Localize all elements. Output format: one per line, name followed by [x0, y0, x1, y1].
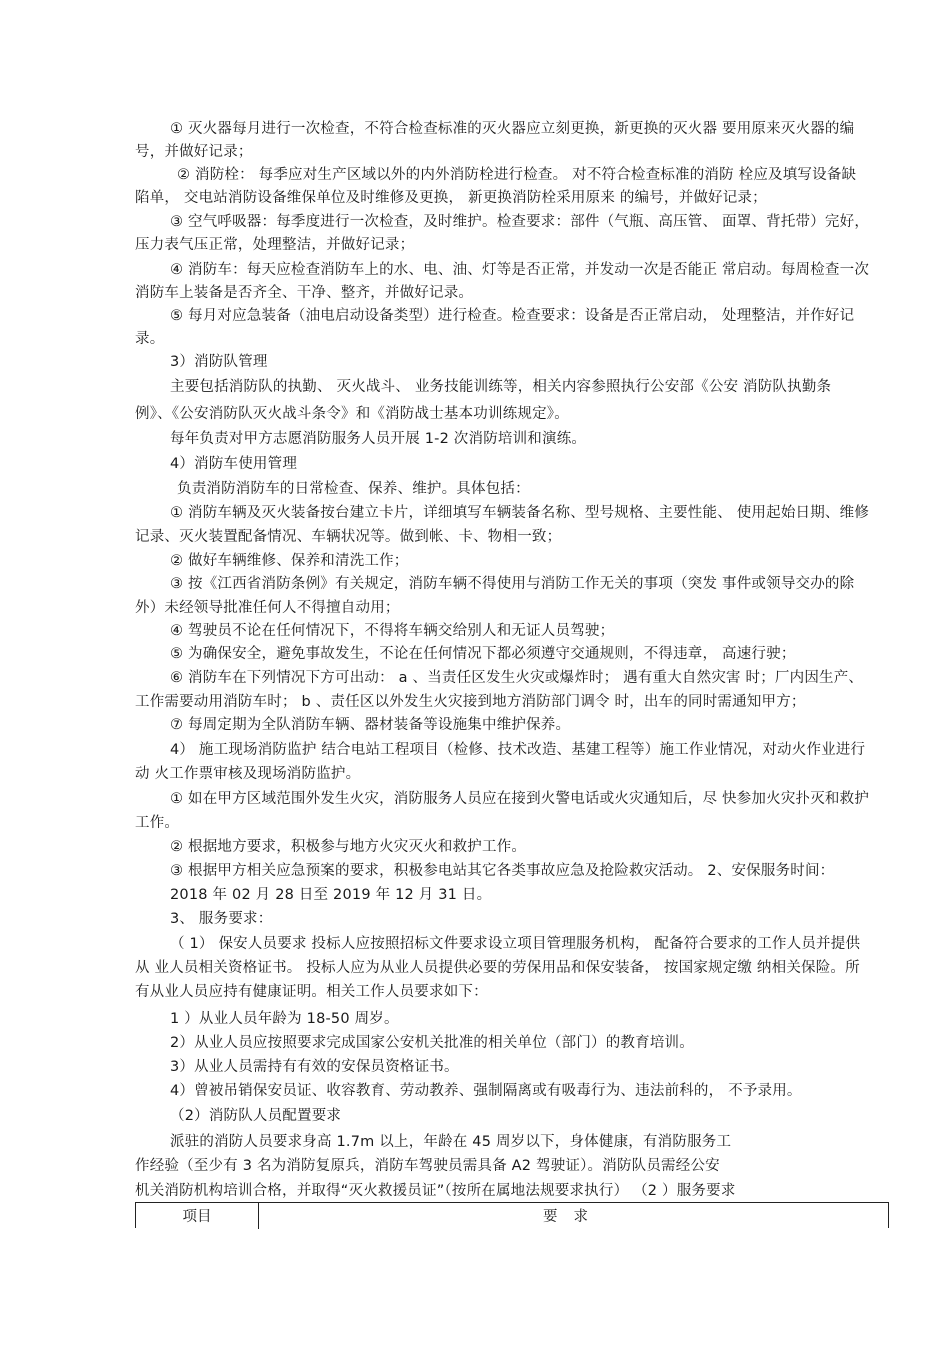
- section-heading: 3）消防队管理: [170, 354, 268, 370]
- date-range: 2018 年 02 月 28 日至 2019 年 12 月 31 日。: [170, 887, 492, 903]
- text-line: ① 灭火器每月进行一次检查，不符合检查标准的灭火器应立刻更换，新更换的灭火器 要用原来灭火器的编: [170, 121, 855, 137]
- service-requirements-table: [135, 1202, 889, 1228]
- text-line: ① 如在甲方区域范围外发生火灾，消防服务人员应在接到火警电话或火灾通知后，尽 快参加火灾扑灭和救护: [170, 791, 870, 807]
- text-line: 4）曾被吊销保安员证、收容教育、劳动教养、强制隔离或有吸毒行为、违法前科的， 不予录用。: [170, 1083, 802, 1099]
- text-line: 机关消防机构培训合格，并取得“灭火救援员证”（按所在属地法规要求执行） （2 ）服务要求: [135, 1183, 736, 1199]
- section-heading: 3、 服务要求：: [170, 911, 273, 927]
- text-line: 消防车上装备是否齐全、干净、整齐，并做好记录。: [135, 285, 474, 301]
- text-line: 派驻的消防人员要求身高 1.7m 以上，年龄在 45 周岁以下，身体健康，有消防服务工: [170, 1134, 732, 1150]
- text-line: 外）未经领导批准任何人不得擅自动用；: [135, 600, 400, 616]
- text-line: 有从业人员应持有健康证明。相关工作人员要求如下：: [135, 984, 488, 1000]
- text-line: 2）从业人员应按照要求完成国家公安机关批准的相关单位（部门）的教育培训。: [170, 1035, 694, 1051]
- section-heading: 4）消防车使用管理: [170, 456, 298, 472]
- text-line: 每年负责对甲方志愿消防服务人员开展 1-2 次消防培训和演练。: [170, 431, 587, 447]
- text-line: 负责消防消防车的日常检查、保养、维护。具体包括：: [177, 481, 530, 497]
- text-line: ⑤ 为确保安全，避免事故发生，不论在任何情况下都必须遵守交通规则，不得违章， 高速行驶；: [170, 646, 796, 662]
- text-line: 例》、《公安消防队灭火战斗条令》和《消防战士基本功训练规定》。: [135, 406, 569, 422]
- section-heading: （2）消防队人员配置要求: [170, 1108, 342, 1124]
- text-line: 主要包括消防队的执勤、 灭火战斗、 业务技能训练等，相关内容参照执行公安部《公安 消防队执勤条: [170, 379, 832, 395]
- text-line: 动 火工作票审核及现场消防监护。: [135, 766, 361, 782]
- text-line: ⑦ 每周定期为全队消防车辆、器材装备等设施集中维护保养。: [170, 717, 571, 733]
- text-line: 3）从业人员需持有有效的安保员资格证书。: [170, 1059, 459, 1075]
- text-line: ⑥ 消防车在下列情况下方可出动： a 、当责任区发生火灾或爆炸时； 遇有重大自然灾害 时；厂内因生产、: [170, 670, 864, 686]
- table-header-item: 项目: [182, 1209, 212, 1225]
- text-line: 工作需要动用消防车时； b 、责任区以外发生火灾接到地方消防部门调令 时，出车的同时需通知甲方；: [135, 694, 806, 710]
- text-line: 作经验（至少有 3 名为消防复原兵，消防车驾驶员需具备 A2 驾驶证）。消防队员需经公安: [135, 1158, 720, 1174]
- text-line: ④ 消防车：每天应检查消防车上的水、电、油、灯等是否正常，并发动一次是否能正 常启动。每周检查一次: [170, 262, 870, 278]
- table-header-requirements: 要求: [543, 1209, 604, 1225]
- text-line: 1 ）从业人员年龄为 18-50 周岁。: [170, 1011, 399, 1027]
- text-line: ③ 根据甲方相关应急预案的要求，积极参电站其它各类事故应急及抢险救灾活动。 2、安保服务时间：: [170, 863, 835, 879]
- text-line: 号，并做好记录；: [135, 144, 253, 160]
- text-line: 压力表气压正常，处理整洁，并做好记录；: [135, 237, 415, 253]
- text-line: ① 消防车辆及灭火装备按台建立卡片，详细填写车辆装备名称、型号规格、主要性能、 使用起始日期、维修: [170, 505, 870, 521]
- text-line: ③ 空气呼吸器：每季度进行一次检查，及时维护。检查要求：部件（气瓶、高压管、 面罩、背托带）完好，: [170, 214, 870, 230]
- text-line: 从 业人员相关资格证书。 投标人应为从业人员提供必要的劳保用品和保安装备， 按国家规定缴 纳相关保险。所: [135, 960, 860, 976]
- text-line: ② 根据地方要求，积极参与地方火灾灭火和救护工作。: [170, 839, 527, 855]
- text-line: 工作。: [135, 815, 180, 831]
- text-line: ② 做好车辆维修、保养和清洗工作；: [170, 553, 409, 569]
- text-line: ⑤ 每月对应急装备（油电启动设备类型）进行检查。检查要求：设备是否正常启动， 处理整洁，并作好记: [170, 308, 855, 324]
- text-line: 录。: [135, 331, 165, 347]
- text-line: 4） 施工现场消防监护 结合电站工程项目（检修、技术改造、基建工程等）施工作业情况，对动火作业进行: [170, 742, 866, 758]
- text-line: 记录、灭火装置配备情况、车辆状况等。做到帐、卡、物相一致；: [135, 529, 562, 545]
- text-line: 陷单， 交电站消防设备维保单位及时维修及更换， 新更换消防栓采用原来 的编号，并做好记录；: [135, 190, 767, 206]
- text-line: ④ 驾驶员不论在任何情况下，不得将车辆交给别人和无证人员驾驶；: [170, 623, 615, 639]
- text-line: ② 消防栓： 每季应对生产区域以外的内外消防栓进行检查。 对不符合检查标准的消防 栓应及填写设备缺: [177, 167, 857, 183]
- text-line: （ 1） 保安人员要求 投标人应按照招标文件要求设立项目管理服务机构， 配备符合要求的工作人员并提供: [170, 936, 861, 952]
- text-line: ③ 按《江西省消防条例》有关规定，消防车辆不得使用与消防工作无关的事项（突发 事件或领导交办的除: [170, 576, 855, 592]
